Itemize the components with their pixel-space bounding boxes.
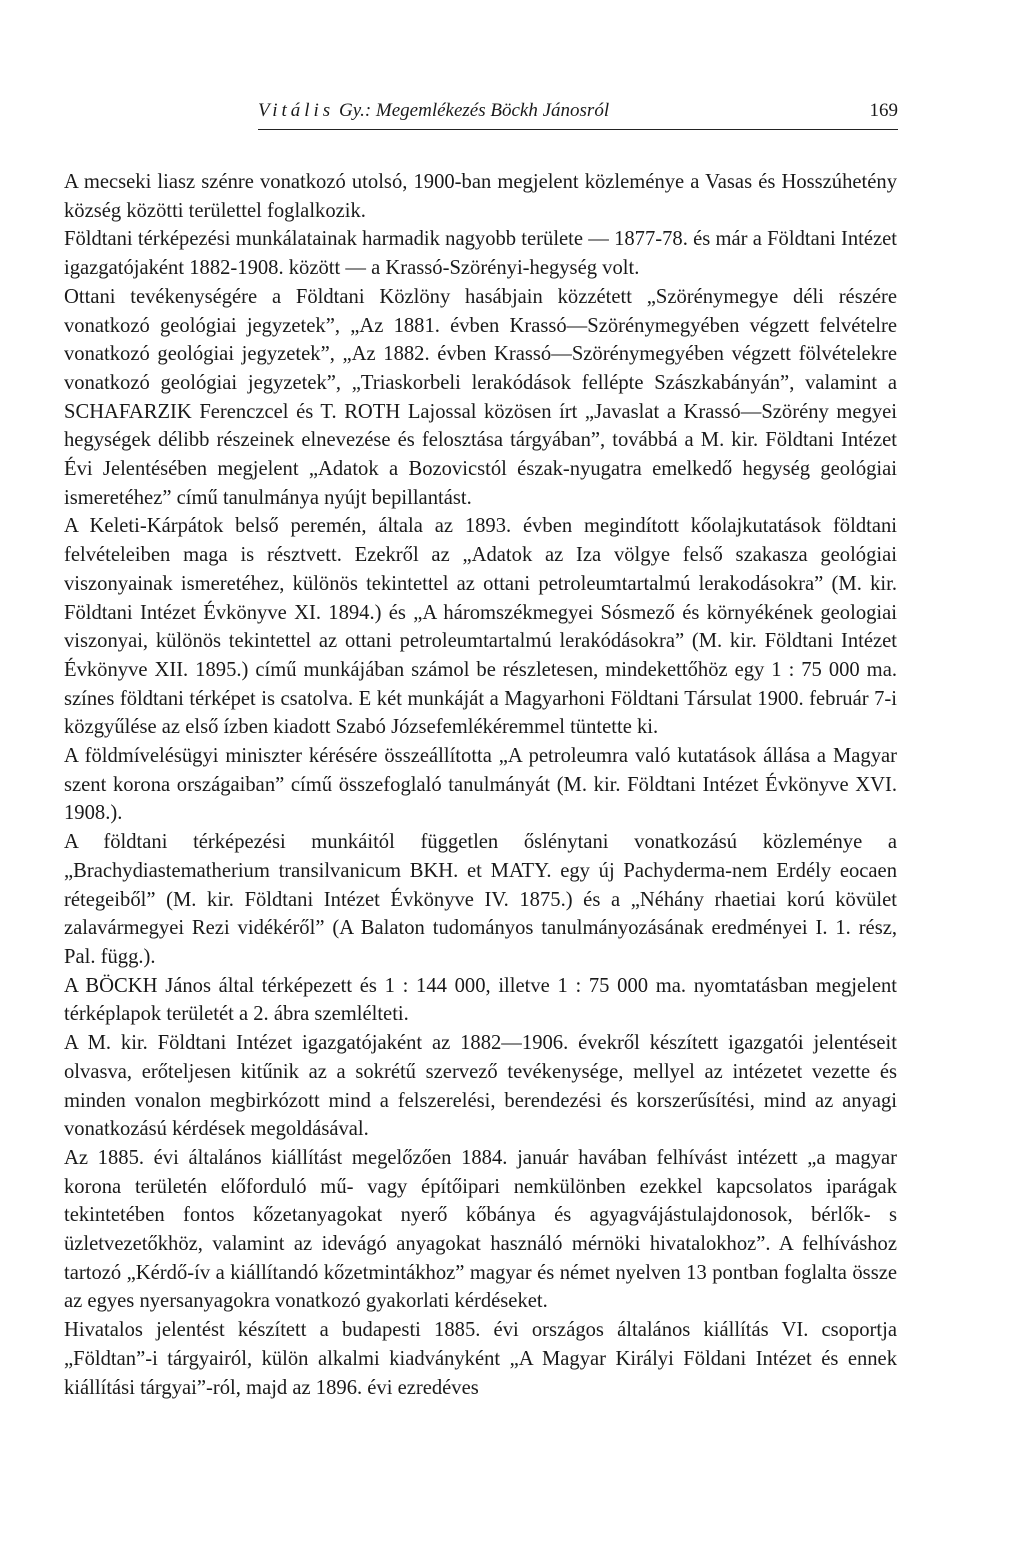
- paragraph: A Keleti-Kárpátok belső peremén, általa az 1893. évben megindított kőolajkutatások földtani felvételeiben maga is résztvett. Ezekről az „Adatok az Iza völgye felső szakasza geológiai viszonyainak ismeretéhez, különös tekintettel az ottani petroleumtartalmú lerakodásokra” (M. kir. Földtani Intézet Évkönyve XI. 1894.) és „A háromszékmegyei Sósmező és környékének geologiai viszonyai, különös tekintettel az ottani petroleumtartalmú lerakódásokra” (M. kir. Földtani Intézet Évkönyve XII. 1895.) című munkájában számol be részletesen, mindekettőhöz egy 1 : 75 000 ma. színes földtani térképet is csatolva. E két munkáját a Magyarhoni Földtani Társulat 1900. február 7-i közgyűlése az első ízben kiadott Szabó Józsefemlékéremmel tüntette ki.: [64, 515, 897, 739]
- header-rule: [258, 129, 898, 130]
- paragraph: A BÖCKH János által térképezett és 1 : 144 000, illetve 1 : 75 000 ma. nyomtatásban megjelent térképlapok területét a 2. ábra szemlélteti.: [64, 974, 897, 1026]
- page-number: 169: [869, 100, 898, 121]
- paragraph: A mecseki liasz szénre vonatkozó utolsó, 1900-ban megjelent közleménye a Vasas és Hosszúhetény község közötti területtel foglalkozik.: [64, 171, 897, 222]
- header-title: Megemlékezés Böckh Jánosról: [375, 100, 610, 121]
- paragraph: Az 1885. évi általános kiállítást megelőzően 1884. január havában felhívást intézett „a magyar korona területén előforduló mű- vagy építőipari nemkülönben ezekkel kapcsolatos iparágak tekintetében fontos kőzetanyagokat nyerő kőbánya és agyagvájástulajdonosok, bérlők- s üzletvezetőkhöz, valamint az idevágó anyagokat használó mérnöki hivatalokhoz”. A felhíváshoz tartozó „Kérdő-ív a kiállítandó kőzetmintákhoz” magyar és német nyelven 13 pontban foglalta össze az egyes nyersanyagokra vonatkozó gyakorlati kérdéseket.: [64, 1146, 897, 1313]
- running-head: [258, 100, 898, 126]
- paragraph: A M. kir. Földtani Intézet igazgatójaként az 1882—1906. évekről készített igazgatói jelentéseit olvasva, erőteljesen kitűnik az a sokrétű szervező tevékenysége, mellyel az intézetet vezette és minden vonalon megbirkózott mind a felszerelési, berendezési és korszerűsítési, mind az anyagi vonatkozású kérdések megoldásával.: [64, 1032, 897, 1141]
- paragraph: Földtani térképezési munkálatainak harmadik nagyobb területe — 1877-78. és már a Földtani Intézet igazgatójaként 1882-1908. között — a Krassó-Szörényi-hegység volt.: [64, 228, 897, 280]
- body-text: [64, 168, 897, 1402]
- header-author: Vitális: [258, 100, 335, 121]
- header-author-initial: Gy.:: [338, 100, 372, 121]
- paragraph: Hivatalos jelentést készített a budapesti 1885. évi országos általános kiállítás VI. csoportja „Földtan”-i tárgyairól, külön alkalmi kiadványként „A Magyar Királyi Földani Intézet és ennek kiállítási tárgyai”-ról, majd az 1896. évi ezredéves: [64, 1319, 897, 1399]
- paragraph: A földtani térképezési munkáitól független őslénytani vonatkozású közleménye a „Brachydiastematherium transilvanicum BKH. et MATY. egy új Pachyderma-nem Erdély eocaen rétegeiből” (M. kir. Földtani Intézet Évkönyve IV. 1875.) és a „Néhány rhaetiai korú kövület zalavármegyei Rezi vidékéről” (A Balaton tudományos tanulmányozásának eredményei I. 1. rész, Pal. függ.).: [64, 831, 897, 968]
- paragraph: A földmívelésügyi miniszter kérésére összeállította „A petroleumra való kutatások állása a Magyar szent korona országaiban” című összefoglaló tanulmányát (M. kir. Földtani Intézet Évkönyve XVI. 1908.).: [64, 745, 897, 825]
- paragraph: Ottani tevékenységére a Földtani Közlöny hasábjain közzétett „Szörénymegye déli részére vonatkozó geológiai jegyzetek”, „Az 1881. évben Krassó—Szörénymegyében végzett felvételre vonatkozó geológiai jegyzetek”, „Az 1882. évben Krassó—Szörénymegyében végzett fölvételekre vonatkozó geológiai jegyzetek”, „Triaskorbeli lerakódások fellépte Szászkabányán”, valamint a SCHAFARZIK Ferenczcel és T. ROTH Lajossal közösen írt „Javaslat a Krassó—Szörény megyei hegységek délibb részeinek elnevezése és felosztása tárgyában”, továbbá a M. kir. Földtani Intézet Évi Jelentésében megjelent „Adatok a Bozovicstól észak-nyugatra emelkedő hegység geológiai ismeretéhez” című tanulmánya nyújt bepillantást.: [64, 285, 897, 509]
